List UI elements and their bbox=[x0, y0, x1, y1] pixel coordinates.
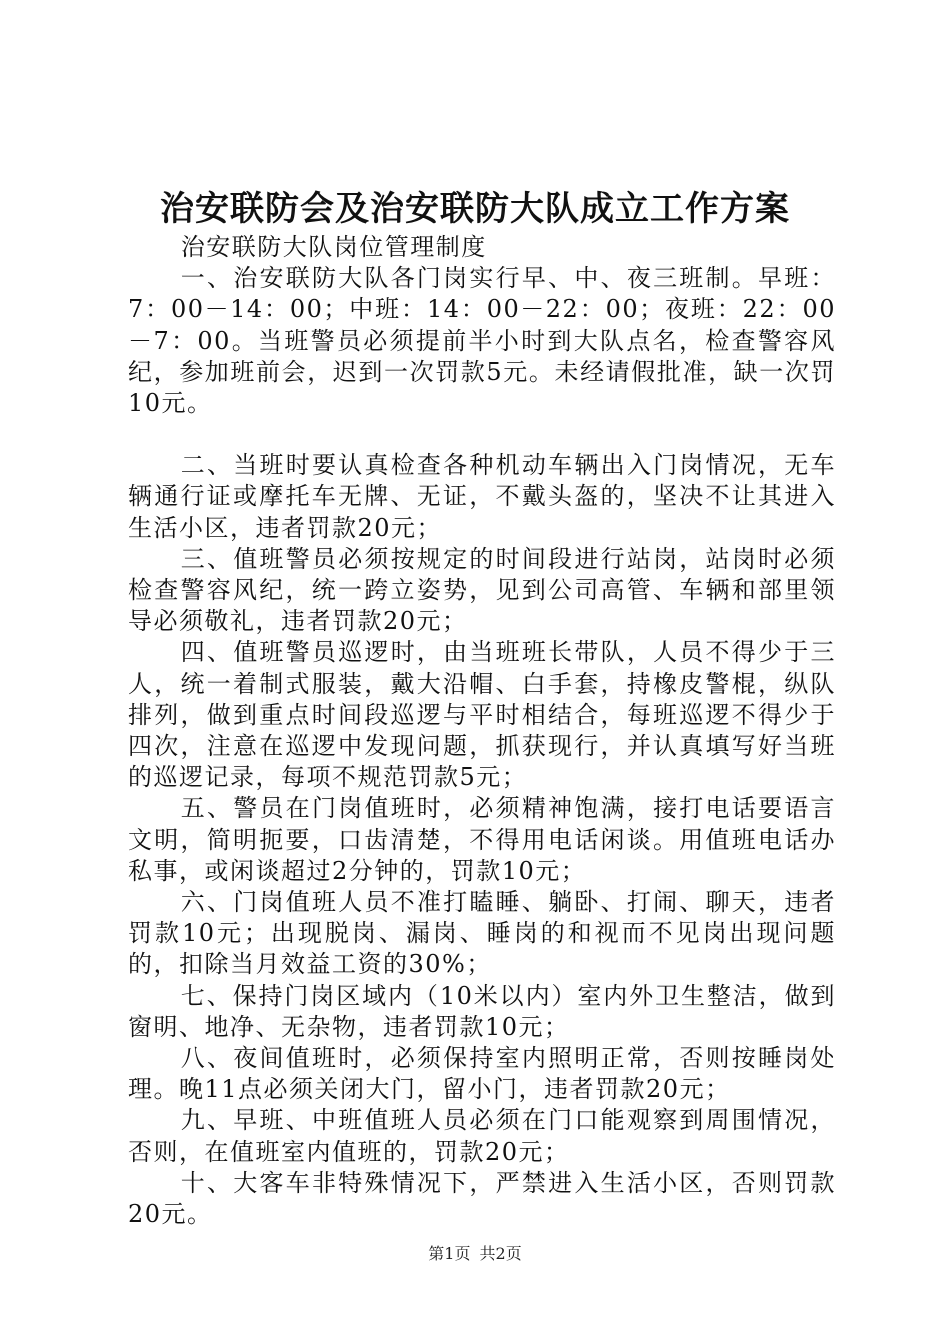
document-title: 治安联防会及治安联防大队成立工作方案 bbox=[160, 189, 790, 229]
paragraph-9: 九、早班、中班值班人员必须在门口能观察到周围情况，否则，在值班室内值班的，罚款20元； bbox=[128, 1106, 836, 1166]
document-subtitle: 治安联防大队岗位管理制度 bbox=[180, 233, 487, 261]
paragraph-8: 八、夜间值班时，必须保持室内照明正常，否则按睡岗处理。晚11点必须关闭大门，留小门，违者罚款20元； bbox=[128, 1044, 836, 1104]
paragraph-7: 七、保持门岗区域内（10米以内）室内外卫生整洁，做到窗明、地净、无杂物，违者罚款10元； bbox=[128, 981, 836, 1041]
page-footer bbox=[0, 1243, 950, 1265]
document-body bbox=[128, 232, 836, 1230]
paragraph-2: 二、当班时要认真检查各种机动车辆出入门岗情况，无车辆通行证或摩托车无牌、无证，不戴头盔的，坚决不让其进入生活小区，违者罚款20元； bbox=[128, 451, 836, 542]
paragraph-10: 十、大客车非特殊情况下，严禁进入生活小区，否则罚款20元。 bbox=[128, 1168, 836, 1229]
page-total: 共2页 bbox=[479, 1244, 522, 1263]
paragraph-3: 三、值班警员必须按规定的时间段进行站岗，站岗时必须检查警容风纪，统一跨立姿势，见到公司高管、车辆和部里领导必须敬礼，违者罚款20元； bbox=[128, 544, 836, 636]
paragraph-4: 四、值班警员巡逻时，由当班班长带队，人员不得少于三人，统一着制式服装，戴大沿帽、白手套，持橡皮警棍，纵队排列，做到重点时间段巡逻与平时相结合，每班巡逻不得少于四次，注意在巡逻中发现问题，抓获现行，并认真填写好当班的巡逻记录，每项不规范罚款5元； bbox=[128, 638, 836, 792]
paragraph-5: 五、警员在门岗值班时，必须精神饱满，接打电话要语言文明，简明扼要，口齿清楚，不得用电话闲谈。用值班电话办私事，或闲谈超过2分钟的，罚款10元； bbox=[128, 794, 836, 885]
paragraph-1: 一、治安联防大队各门岗实行早、中、夜三班制。早班：7：00－14：00；中班：14：00－22：00；夜班：22：00－7：00。当班警员必须提前半小时到大队点名，检查警容风纪，参加班前会，迟到一次罚款5元。未经请假批准，缺一次罚10元。 bbox=[128, 264, 836, 418]
paragraph-6: 六、门岗值班人员不准打瞌睡、躺卧、打闹、聊天，违者罚款10元；出现脱岗、漏岗、睡岗的和视而不见岗出现问题的，扣除当月效益工资的30%； bbox=[128, 888, 836, 979]
page-number: 第1页 bbox=[428, 1244, 471, 1263]
